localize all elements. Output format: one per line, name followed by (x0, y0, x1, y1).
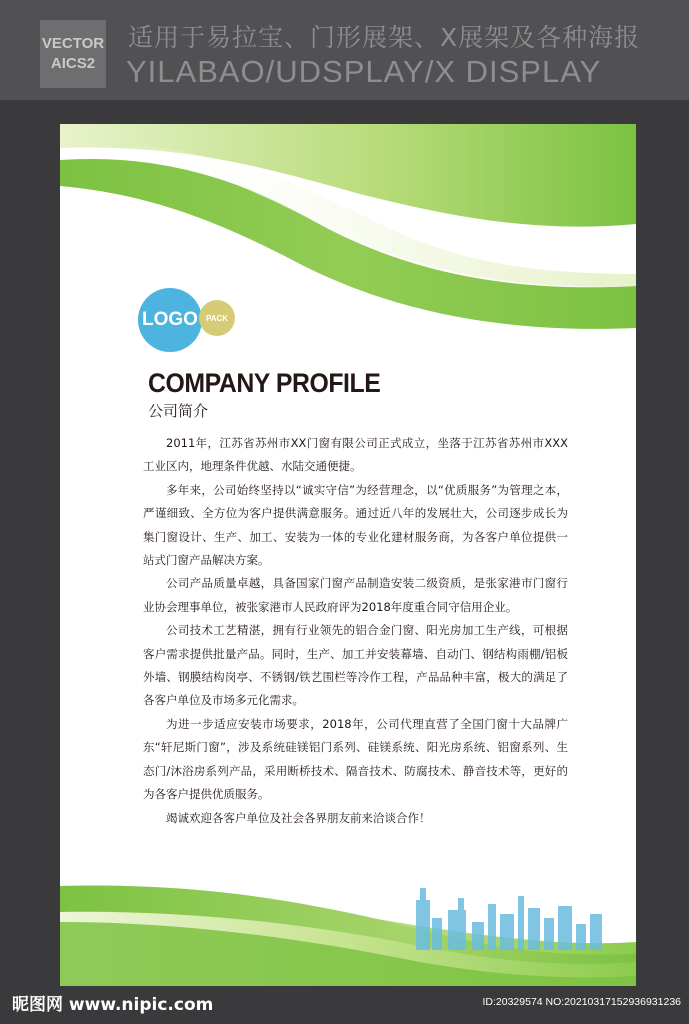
paragraph: 为进一步适应安装市场要求，2018年，公司代理直营了全国门窗十大品牌广东“轩尼斯门窗”，涉及系统硅镁铝门系列、硅镁系统、阳光房系统、铝窗系列、生态门/沐浴房系列产品，采用断桥技术、隔音技术、防腐技术、静音技术等，更好的为各客户提供优质服务。 (143, 716, 568, 802)
logo-sub-badge: PACK (199, 300, 235, 336)
company-profile-subtitle: 公司简介 (148, 402, 209, 420)
paragraph: 多年来，公司始终坚持以“诚实守信”为经营理念，以“优质服务”为管理之本，严谨细致、全方位为客户提供满意服务。通过近八年的发展壮大，公司逐步成长为集门窗设计、生产、加工、安装为一体的专业化建材服务商，为各客户单位提供一站式门窗产品解决方案。 (143, 482, 568, 568)
paragraph: 公司技术工艺精湛，拥有行业领先的铝合金门窗、阳光房加工生产线，可根据客户需求提供批量产品。同时，生产、加工并安装幕墙、自动门、钢结构雨棚/铝板外墙、钢膜结构岗亭、不锈钢/铁艺围栏等冷作工程，产品品种丰富，极大的满足了各客户单位及市场多元化需求。 (143, 623, 568, 708)
company-profile-title: COMPANY PROFILE (148, 368, 381, 398)
footer-id: ID:20329574 NO:20210317152936931236 (482, 996, 681, 1008)
logo: LOGO (138, 288, 202, 352)
profile-body (143, 432, 568, 830)
badge-line2: AICS2 (50, 55, 96, 72)
header-title-en: YILABAO/UDSPLAY/X DISPLAY (126, 54, 602, 89)
header-title-cn: 适用于易拉宝、门形展架、X展架及各种海报 (128, 23, 641, 52)
vector-badge (40, 20, 106, 88)
footer-site-watermark: 昵图网 www.nipic.com (12, 995, 214, 1015)
city-skyline-graphic (408, 880, 608, 950)
paragraph: 竭诚欢迎各客户单位及社会各界朋友前来洽谈合作！ (166, 810, 431, 825)
paragraph: 公司产品质量卓越，具备国家门窗产品制造安装二级资质，是张家港市门窗行业协会理事单位，被张家港市人民政府评为2018年度重合同守信用企业。 (143, 576, 568, 614)
header-bar (0, 0, 689, 100)
badge-line1: VECTOR (41, 35, 105, 52)
paragraph: 2011年，江苏省苏州市XX门窗有限公司正式成立，坐落于江苏省苏州市XXX工业区内，地理条件优越、水陆交通便捷。 (143, 436, 568, 474)
